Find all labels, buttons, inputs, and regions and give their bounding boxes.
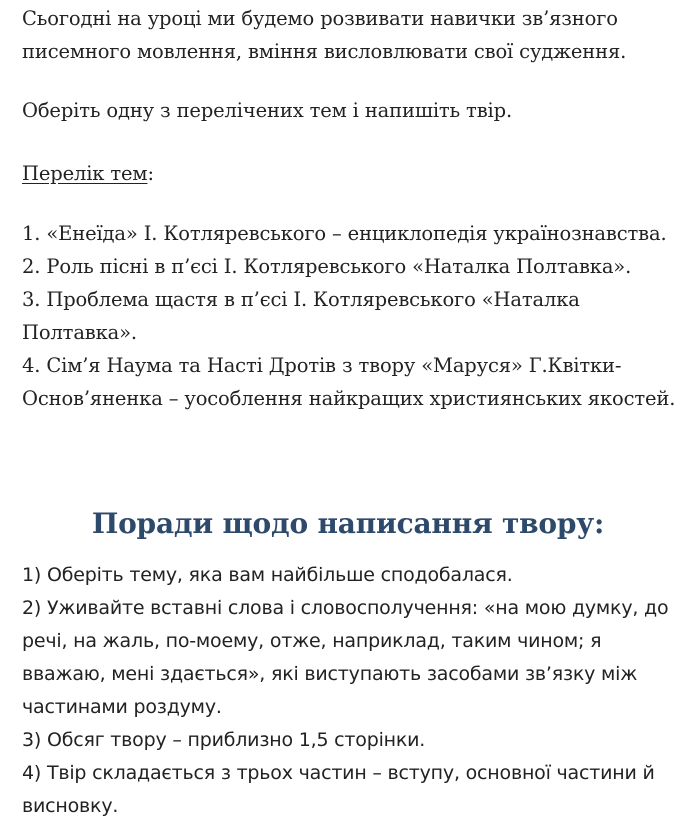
tips-list bbox=[22, 559, 682, 823]
tip-item: 3) Обсяг твору – приблизно 1,5 сторінки. bbox=[22, 729, 426, 751]
topics-heading bbox=[22, 157, 682, 190]
topics-list bbox=[22, 217, 682, 415]
topic-item: 4. Сім’я Наума та Насті Дротів з твору «Маруся» Г.Квітки-Основ’яненка – уособлення найкращих християнських якостей. bbox=[22, 354, 676, 410]
topic-item: 1. «Енеїда» І. Котляревського – енциклопедія українознавства. bbox=[22, 222, 667, 245]
intro-paragraph: Сьогодні на уроці ми будемо розвивати навички зв’язного писемного мовлення, вміння висловлювати свої судження. bbox=[22, 7, 627, 63]
instruction-paragraph: Оберіть одну з перелічених тем і напишіть твір. bbox=[22, 99, 512, 122]
tip-item: 1) Оберіть тему, яка вам найбільше сподобалася. bbox=[22, 564, 513, 586]
topic-item: 3. Проблема щастя в п’єсі І. Котляревського «Наталка Полтавка». bbox=[22, 288, 580, 344]
advice-heading: Поради щодо написання твору: bbox=[91, 507, 605, 540]
topics-label-colon: : bbox=[147, 162, 154, 185]
tip-item: 4) Твір складається з трьох частин – вступу, основної частини й висновку. bbox=[22, 762, 655, 817]
tip-item: 2) Уживайте вставні слова і словосполучення: «на мою думку, до речі, на жаль, по-моему, отже, наприклад, таким чином; я вважаю, мені здається», які виступають засобами зв’язку між частинами роздуму. bbox=[22, 597, 669, 718]
topic-item: 2. Роль пісні в п’єсі І. Котляревського «Наталка Полтавка». bbox=[22, 255, 632, 278]
topics-label: Перелік тем bbox=[22, 162, 148, 185]
